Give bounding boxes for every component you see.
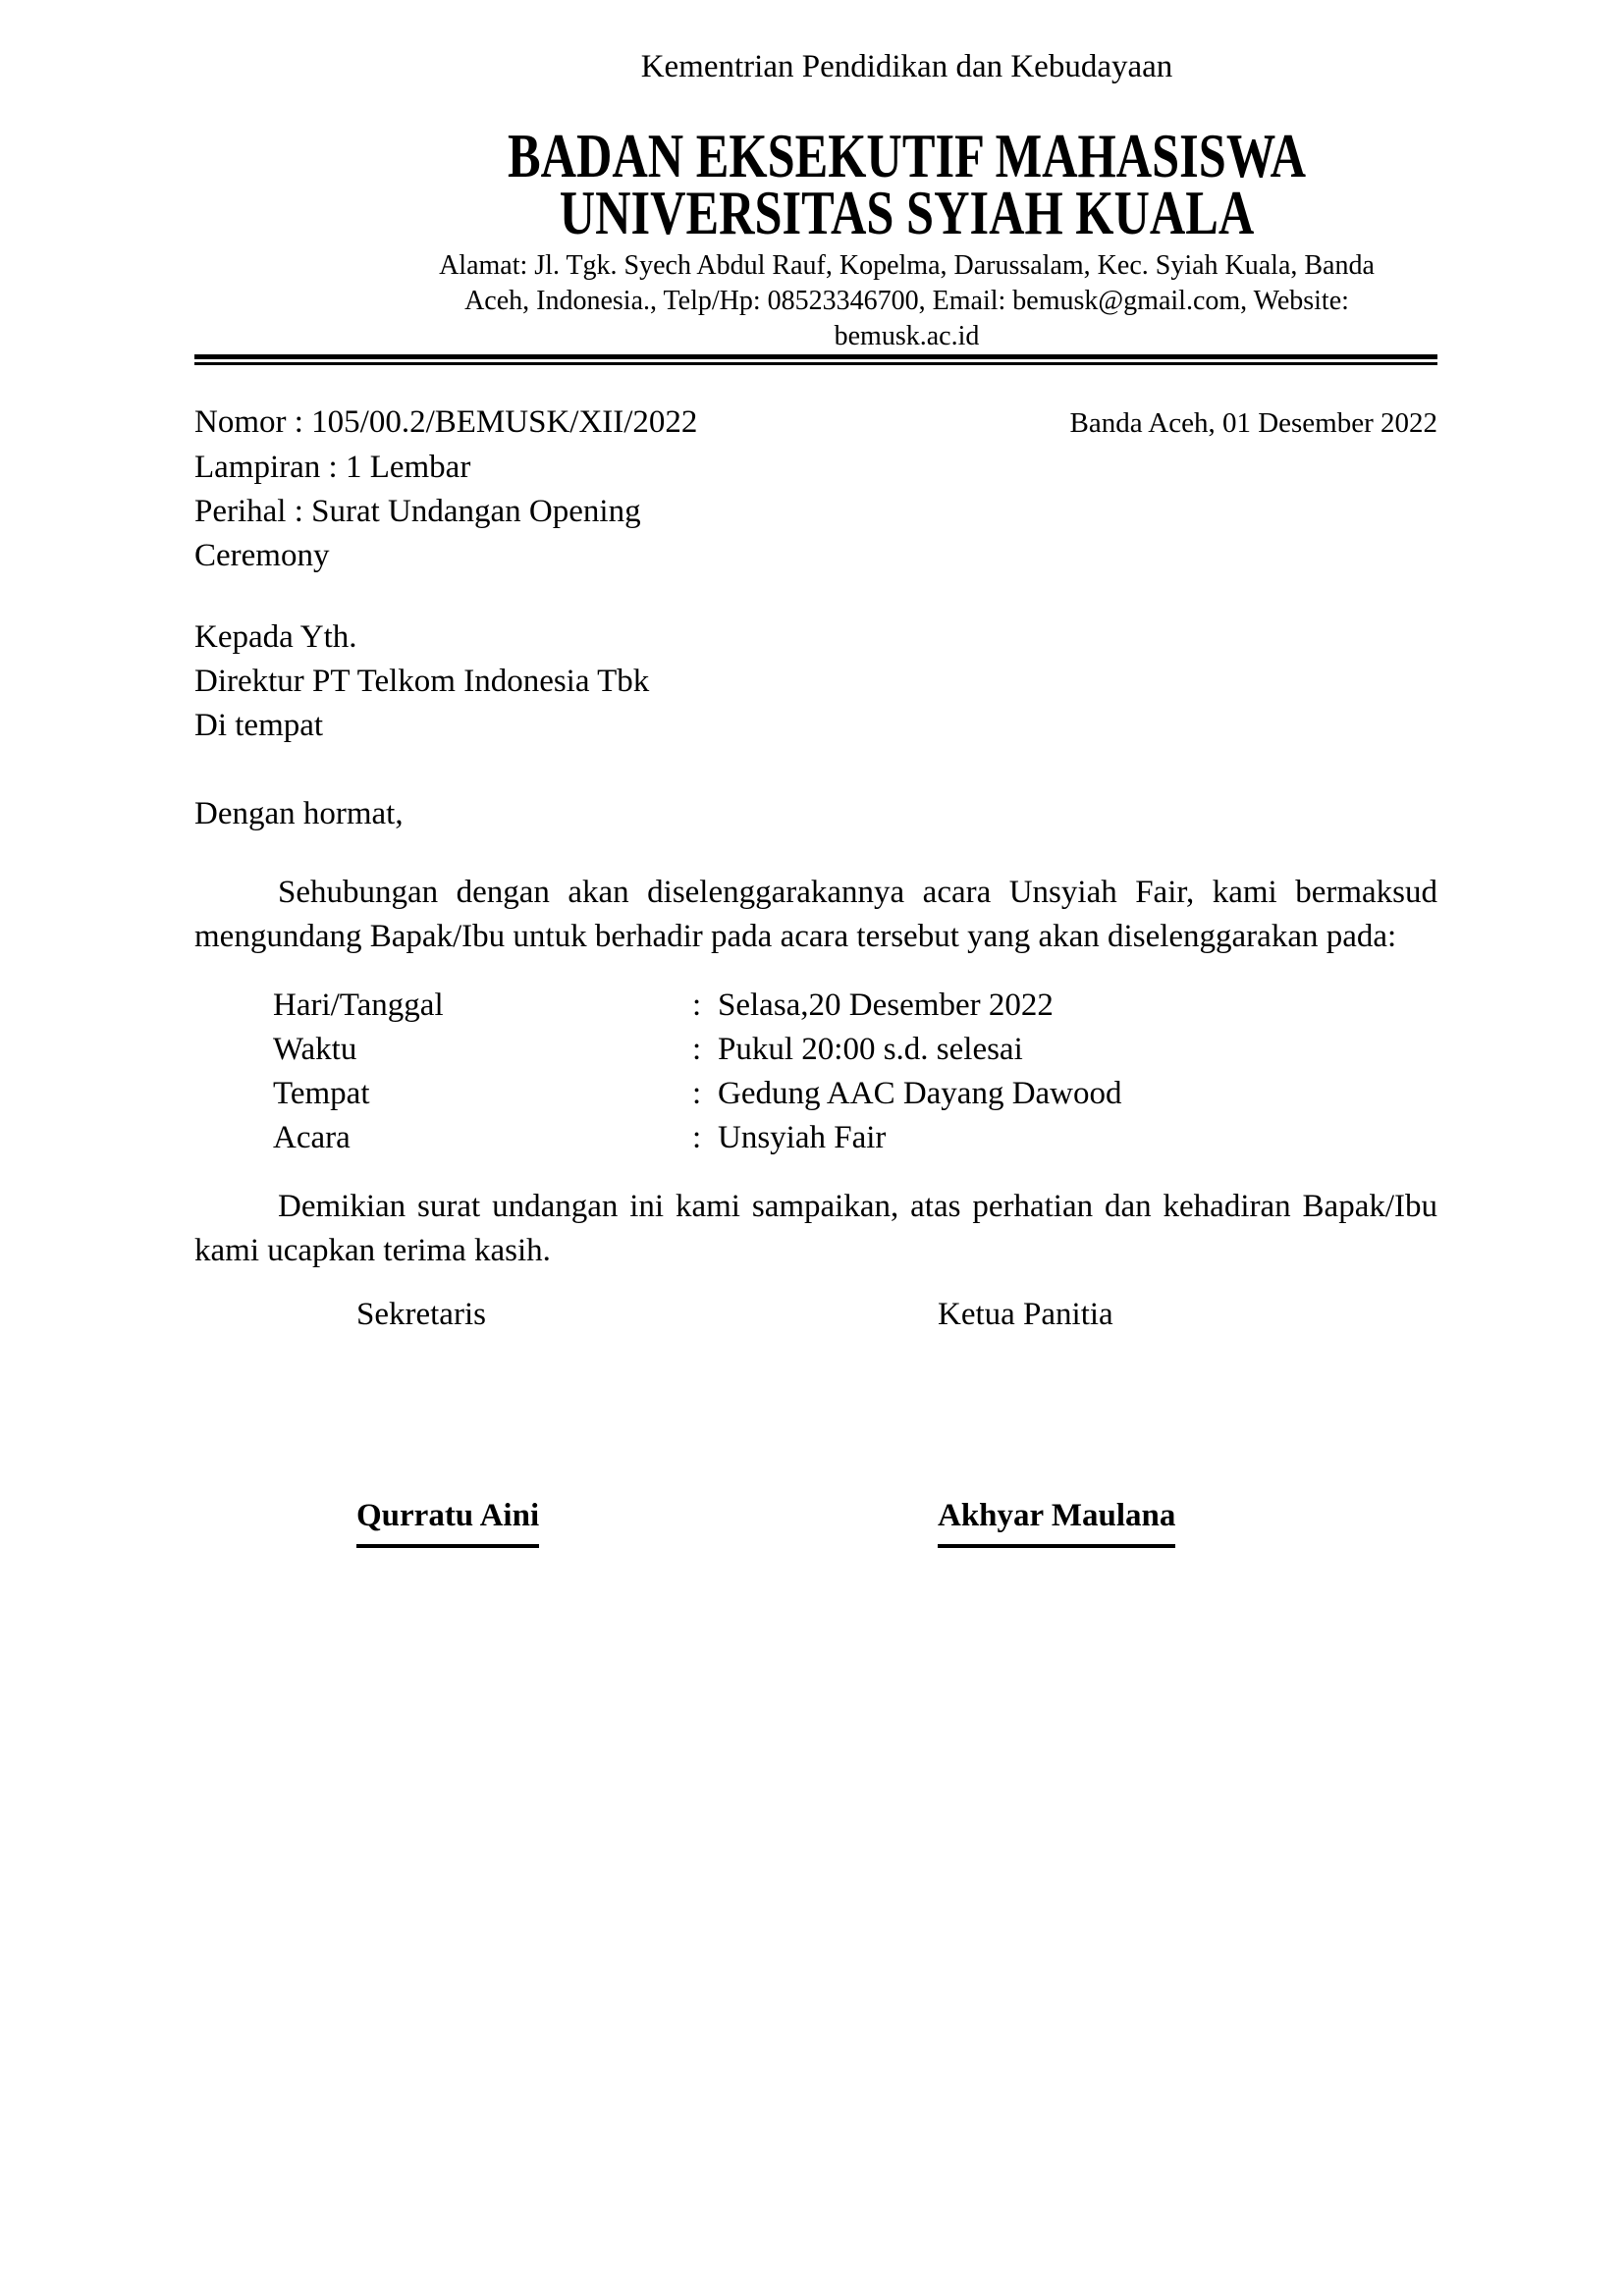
- event-details: [194, 984, 1437, 1160]
- detail-row-place: [194, 1072, 1437, 1116]
- logo-space: [194, 45, 376, 354]
- detail-value-time: Pukul 20:00 s.d. selesai: [718, 1032, 1023, 1067]
- detail-value-day: Selasa,20 Desember 2022: [718, 988, 1054, 1023]
- signature-cell-secretary: [356, 1494, 938, 1548]
- detail-label-place: Tempat: [273, 1076, 370, 1111]
- signature-title-chairman: Ketua Panitia: [938, 1297, 1113, 1332]
- organization-name-line1: BADAN EKSEKUTIF MAHASISWA: [507, 122, 1307, 190]
- detail-separator: :: [692, 1076, 702, 1111]
- detail-row-day: [194, 984, 1437, 1028]
- detail-value-place: Gedung AAC Dayang Dawood: [718, 1076, 1122, 1111]
- signature-title-secretary: Sekretaris: [356, 1297, 486, 1332]
- detail-value-event: Unsyiah Fair: [718, 1120, 887, 1155]
- signature-cell-chairman: [938, 1494, 1437, 1548]
- meta-row: [194, 400, 1437, 446]
- detail-label-event: Acara: [273, 1120, 351, 1155]
- letter-body: [194, 400, 1437, 1548]
- letter-number: Nomor : 105/00.2/BEMUSK/XII/2022: [194, 404, 698, 440]
- closing-paragraph: Demikian surat undangan ini kami sampaikan, atas perhatian dan kehadiran Bapak/Ibu kami ucapkan terima kasih.: [194, 1189, 1437, 1268]
- letter-subject: Perihal : Surat Undangan Opening Ceremony: [194, 494, 641, 573]
- recipient-salute: Kepada Yth.: [194, 619, 357, 655]
- detail-row-event: [194, 1116, 1437, 1160]
- recipient-name: Direktur PT Telkom Indonesia Tbk: [194, 664, 650, 699]
- detail-separator: :: [692, 1120, 702, 1155]
- detail-separator: :: [692, 1032, 702, 1067]
- detail-row-time: [194, 1028, 1437, 1072]
- organization-title: [482, 122, 1331, 247]
- signature-name-chairman: Akhyar Maulana: [938, 1494, 1175, 1548]
- letterhead-address: Alamat: Jl. Tgk. Syech Abdul Rauf, Kopelma, Darussalam, Kec. Syiah Kuala, Banda Aceh, Indonesia., Telp/Hp: 08523346700, Email: bemusk@gmail.com, Website: bemusk.ac.id: [439, 250, 1375, 351]
- detail-label-day: Hari/Tanggal: [273, 988, 444, 1023]
- opening-paragraph: Sehubungan dengan akan diselenggarakannya acara Unsyiah Fair, kami bermaksud mengundang Bapak/Ibu untuk berhadir pada acara tersebut yang akan diselenggarakan pada:: [194, 875, 1437, 954]
- recipient-place: Di tempat: [194, 708, 324, 743]
- salutation: Dengan hormat,: [194, 796, 404, 831]
- signature-names-row: [194, 1494, 1437, 1548]
- signature-titles-row: [194, 1293, 1437, 1337]
- detail-label-time: Waktu: [273, 1032, 357, 1067]
- organization-name-line2: UNIVERSITAS SYIAH KUALA: [559, 179, 1255, 247]
- city-date: Banda Aceh, 01 Desember 2022: [1069, 407, 1437, 439]
- letter-attachment: Lampiran : 1 Lembar: [194, 450, 471, 485]
- letterhead: [194, 45, 1437, 354]
- signature-name-secretary: Qurratu Aini: [356, 1494, 539, 1548]
- detail-separator: :: [692, 988, 702, 1023]
- letterhead-text: [376, 45, 1437, 354]
- ministry-line: Kementrian Pendidikan dan Kebudayaan: [640, 49, 1173, 84]
- recipient-block: [194, 615, 1437, 748]
- letterhead-divider: [194, 354, 1437, 365]
